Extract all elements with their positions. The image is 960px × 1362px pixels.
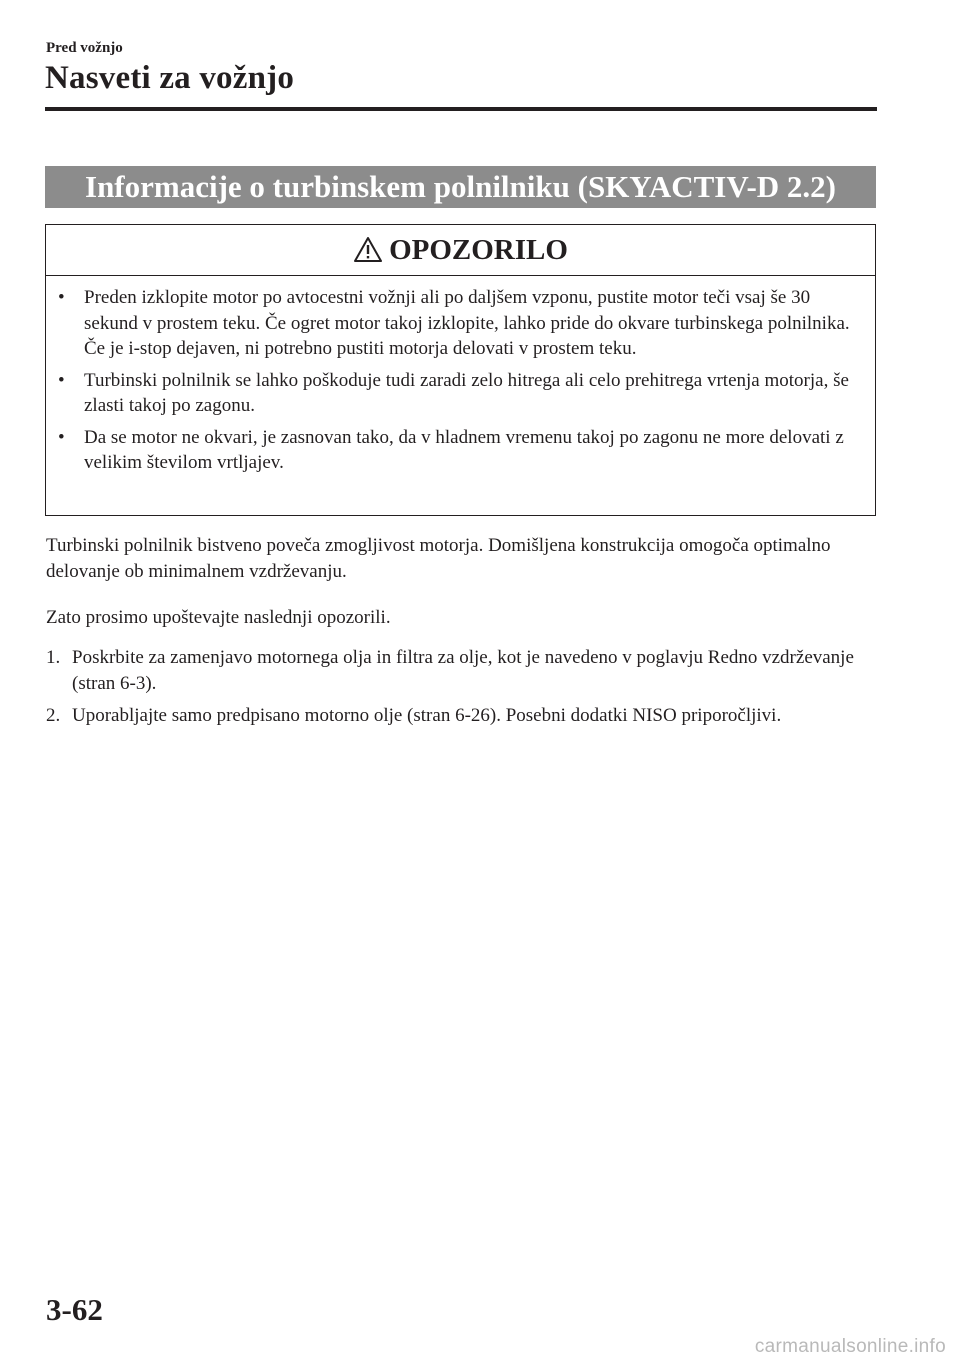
warning-box (45, 224, 876, 516)
instruction-list (46, 645, 856, 736)
warning-header (46, 225, 875, 276)
step-text: Poskrbite za zamenjavo motornega olja in filtra za olje, kot je navedeno v poglavju Redno vzdrževanje (stran 6-3). (72, 647, 854, 694)
warning-item-text: Turbinski polnilnik se lahko poškoduje tudi zaradi zelo hitrega ali celo prehitrega vrtenja motorja, še zlasti takoj po zagonu. (84, 369, 849, 416)
warning-item-text: Da se motor ne okvari, je zasnovan tako, da v hladnem vremenu takoj po zagonu ne more delovati z velikim številom vrtljajev. (84, 426, 844, 473)
bullet-dot: • (58, 287, 65, 308)
warning-heading: OPOZORILO (389, 233, 568, 266)
page-number: 3-62 (46, 1292, 103, 1327)
warning-triangle-icon (353, 236, 383, 263)
topic-banner (45, 166, 876, 208)
warning-item-text: Preden izklopite motor po avtocestni vožnji ali po daljšem vzponu, pustite motor teči vsaj še 30 sekund v prostem teku. Če ogret motor takoj izklopite, lahko pride do okvare turbinskega polnilnika. Če je i-stop dejaven, ni potrebno pustiti motorja delovati v prostem teku. (84, 287, 850, 359)
chapter-title: Nasveti za vožnjo (45, 60, 295, 96)
note-paragraph: Zato prosimo upoštevajte naslednji opozorili. (46, 607, 391, 628)
warning-list (46, 276, 875, 476)
intro-paragraph: Turbinski polnilnik bistveno poveča zmogljivost motorja. Domišljena konstrukcija omogoča optimalno delovanje ob minimalnem vzdrževanju. (46, 535, 831, 582)
instruction-step (46, 703, 856, 729)
warning-item (46, 285, 875, 362)
warning-item (46, 425, 875, 476)
step-number: 2. (46, 705, 61, 726)
bullet-dot: • (58, 369, 65, 391)
step-text: Uporabljajte samo predpisano motorno olje (stran 6-26). Posebni dodatki NISO priporočljivi. (72, 705, 782, 726)
bullet-dot: • (58, 426, 65, 448)
warning-item (46, 368, 875, 419)
instruction-step (46, 645, 856, 696)
step-number: 1. (46, 647, 61, 668)
watermark: carmanualsonline.info (754, 1336, 946, 1357)
header-rule (45, 107, 877, 111)
section-label: Pred vožnjo (46, 40, 123, 56)
topic-title: Informacije o turbinskem polnilniku (SKYACTIV-D 2.2) (85, 169, 836, 204)
